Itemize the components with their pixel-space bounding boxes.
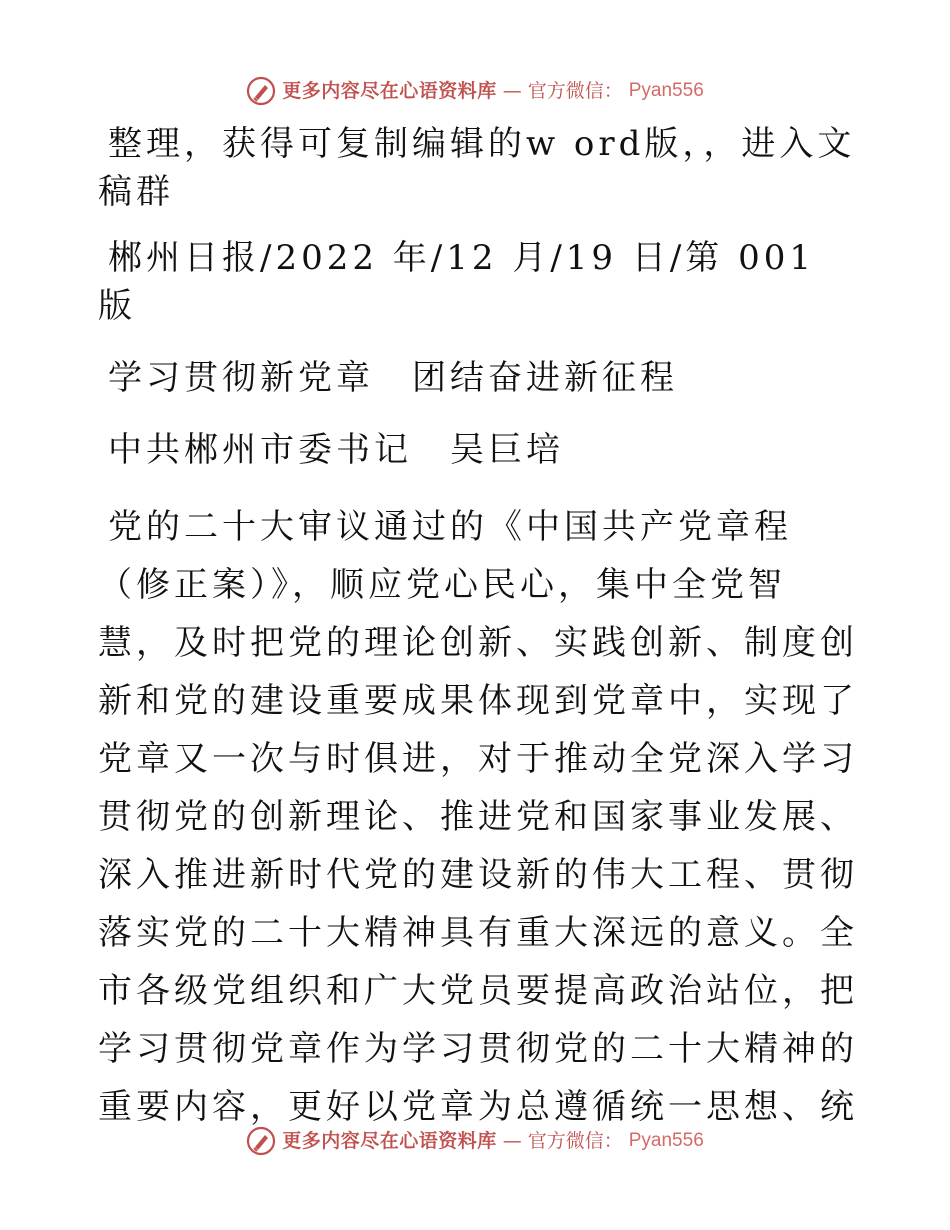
watermark-label: 官方微信： [527, 80, 623, 102]
watermark-dash: — [502, 1130, 522, 1152]
watermark-footer [0, 1126, 950, 1156]
intro-note: 整理，获得可复制编辑的w ord版，，进入文稿群 [98, 124, 856, 212]
watermark-brand: 更多内容尽在心语资料库 [282, 1130, 497, 1152]
watermark-id: Pyan556 [628, 80, 704, 101]
pen-logo-icon [246, 1126, 276, 1156]
source-line: 郴州日报/2022 年/12 月/19 日/第 001 版 [98, 238, 816, 326]
article-author: 中共郴州市委书记 吴巨培 [108, 430, 564, 470]
watermark-header [0, 76, 950, 106]
watermark-label: 官方微信： [527, 1130, 623, 1152]
document-body [98, 120, 858, 1136]
pen-logo-icon [246, 76, 276, 106]
watermark-dash: — [502, 80, 522, 102]
watermark-brand: 更多内容尽在心语资料库 [282, 80, 497, 102]
watermark-id: Pyan556 [628, 1130, 704, 1151]
article-paragraph: 党的二十大审议通过的《中国共产党章程（修正案）》，顺应党心民心，集中全党智慧，及时把党的理论创新、实践创新、制度创新和党的建设重要成果体现到党章中，实现了党章又一次与时俱进，对于推动全党深入学习贯彻党的创新理论、推进党和国家事业发展、深入推进新时代党的建设新的伟大工程、贯彻落实党的二十大精神具有重大深远的意义。全市各级党组织和广大党员要提高政治站位，把学习贯彻党章作为学习贯彻党的二十大精神的重要内容，更好以党章为总遵循统一思想、统 [98, 507, 858, 1127]
article-title: 学习贯彻新党章 团结奋进新征程 [108, 358, 678, 398]
